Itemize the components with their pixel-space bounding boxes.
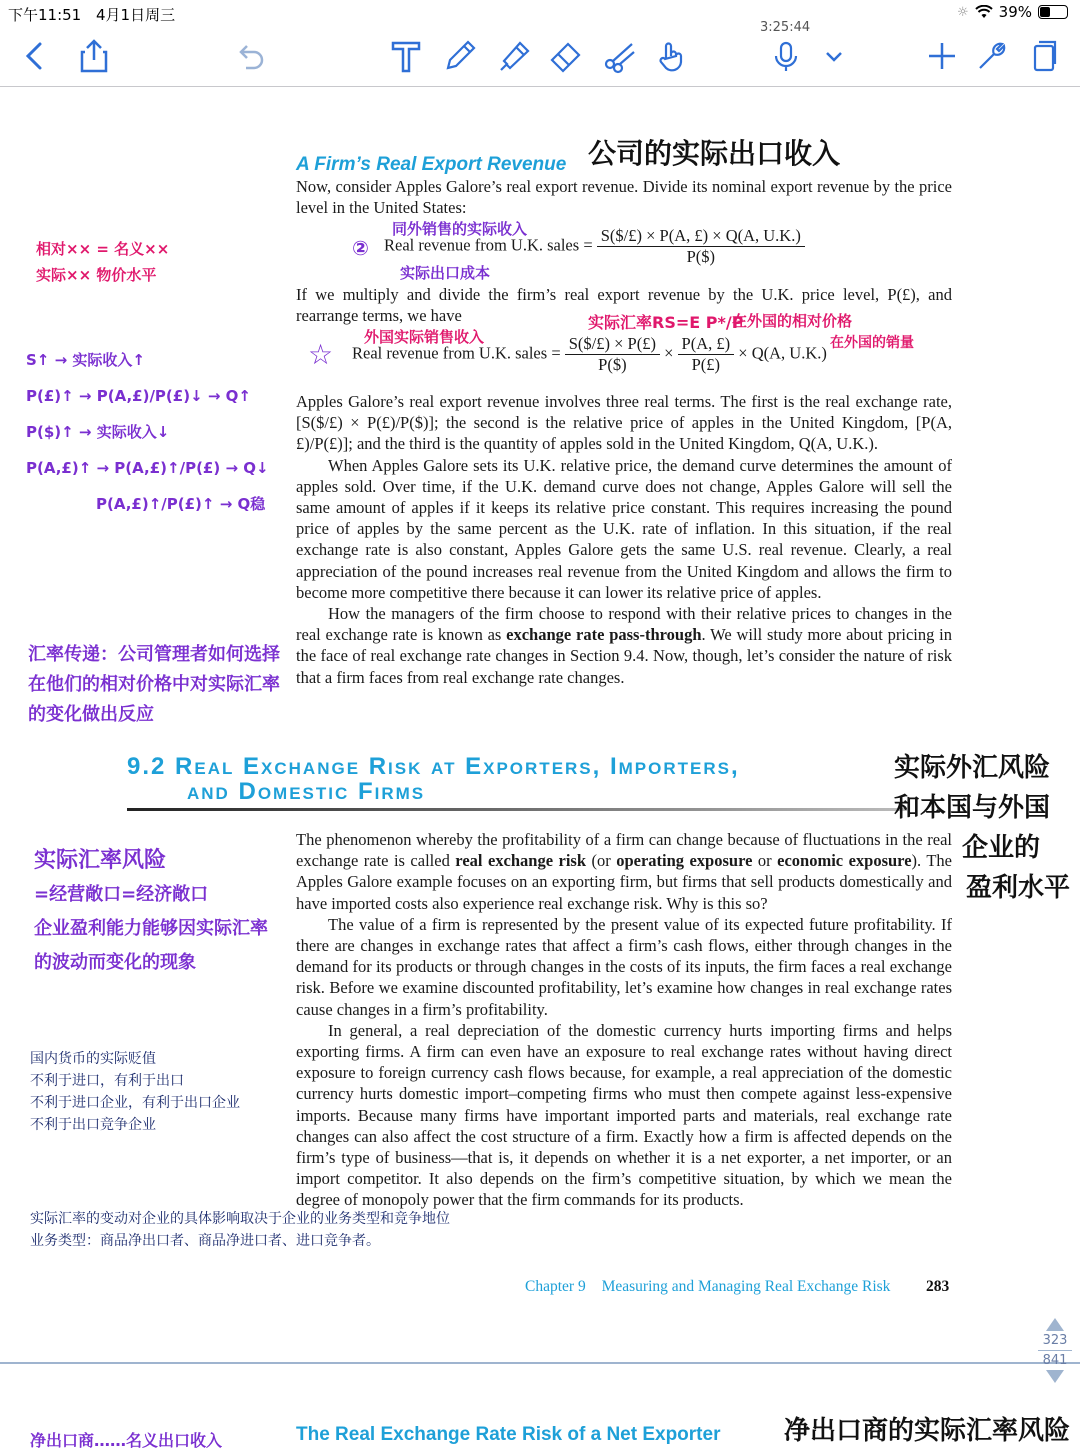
next-page-heading: The Real Exchange Rate Risk of a Net Exporter (296, 1424, 721, 1445)
microphone-icon (768, 38, 804, 74)
status-date: 4月1日周三 (96, 6, 176, 24)
pen-icon (442, 38, 478, 74)
body-paragraphs: Apples Galore’s real export revenue involves three real terms. The first is the real exchange rate, [S($/£) × P(£)/P($)]; the second is the relative price of apples in the United Kingdom, [P(A, £)/P(£)]; and the third is the quantity of apples sold in the United Kingdom, Q(A, U.K.). When Apples Galore sets its U.K. relative price, the demand curve determines the amount of apples sold. Over time, if the U.K. demand curve does not change, Apples Galore will sell the same amount of apples if it keeps its relative price constant. This requires increasing the pound price of apples by the same percent as the U.K. rate of inflation. In this situation, if the real exchange rate is also constant, Apples Galore gets the same U.S. real revenue. Clearly, a real appreciation of the pound increases real revenue from the United Kingdom and allows the firm to become more competitive there because it can lower its relative price of apples. How the managers of the firm choose to respond with their relative prices to changes in the real exchange rate is known as exchange rate pass-through. We will study more about pricing in the face of real exchange rate changes in Section 9.4. Now, though, let’s consider the nature of risk that a firm faces from real exchange rate changes. (296, 392, 952, 687)
page-number: 283 (926, 1278, 950, 1295)
pages-icon (1026, 38, 1062, 74)
document-page[interactable] (0, 88, 1080, 1360)
annotation-local-sales: 同外销售的实际收入 (392, 220, 528, 238)
status-bar (0, 0, 1080, 26)
annotation-right-risk: 实际外汇风险 和本国与外国 企业的 盈利水平 (894, 753, 1071, 903)
battery-icon (1038, 5, 1068, 19)
footer-chapter: Chapter 9 Measuring and Managing Real Exchange Risk (525, 1278, 891, 1295)
plus-icon (924, 38, 960, 74)
eraser-tool-button[interactable] (546, 36, 586, 76)
intro-paragraph: Now, consider Apples Galore’s real export revenue. Divide its nominal export revenue by the price level in the United States: (296, 177, 952, 218)
recording-time: 3:25:44 (760, 20, 811, 35)
pen-tool-button[interactable] (440, 36, 480, 76)
wifi-icon (975, 5, 993, 19)
add-button[interactable] (922, 36, 962, 76)
annotation-left-price-rules: S↑ → 实际收入↑ P(£)↑ → P(A,£)/P(£)↓ → Q↑ P($)↑ → 实际收入↓ P(A,£)↑ → P(A,£)↑/P(£) → Q↓ P(A,£)↑/P(£)↑ → Q稳 (26, 351, 269, 513)
annotation-relative-price: 在外国的相对价格 (732, 312, 853, 330)
pages-button[interactable] (1024, 36, 1064, 76)
share-button[interactable] (74, 36, 114, 76)
total-pages: 841 (1042, 1353, 1068, 1368)
chevron-left-icon (18, 38, 54, 74)
annotation-next-left: 净出口商……名义出口收入 (30, 1431, 223, 1450)
typed-note-depreciation: 国内货币的实际贬值 不利于进口，有利于出口 不利于进口企业，有利于出口企业 不利于出口竞争企业 (30, 1051, 240, 1133)
annotation-rer: 实际汇率RS=E P*/P (588, 313, 744, 332)
next-page[interactable] (0, 1362, 1080, 1450)
chevron-down-icon (816, 38, 852, 74)
middle-paragraph: If we multiply and divide the firm’s real export revenue by the U.K. price level, P(£), and rearrange terms, we have (296, 285, 952, 326)
section-heading: A Firm’s Real Export Revenue (296, 154, 567, 175)
star-icon: ☆ (308, 338, 334, 371)
recording-menu-button[interactable] (814, 36, 854, 76)
undo-icon (232, 38, 268, 74)
eraser-icon (548, 38, 584, 74)
chapter-section-heading: 9.2 Real Exchange Risk at Exporters, Importers, and Domestic Firms (127, 753, 740, 805)
toolbar (0, 20, 1080, 87)
highlighter-icon (496, 38, 532, 74)
highlighter-tool-button[interactable] (494, 36, 534, 76)
typed-note-business-type: 实际汇率的变动对企业的具体影响取决于企业的业务类型和竞争地位 业务类型：商品净出口者、商品净进口者、进口竞争者。 (30, 1211, 450, 1249)
lasso-tool-button[interactable] (600, 36, 640, 76)
annotation-export-cost: 实际出口成本 (400, 264, 491, 282)
undo-button[interactable] (230, 36, 270, 76)
scroll-down-icon[interactable] (1046, 1370, 1064, 1383)
annotation-title: 公司的实际出口收入 (588, 137, 841, 170)
page-scroller[interactable] (1038, 1318, 1072, 1383)
annotation-left-risk: 实际汇率风险 =经营敞口=经济敞口 企业盈利能力能够因实际汇率 的波动而变化的现象 (34, 848, 268, 973)
annotation-left-equation: 相对×× = 名义×× 实际×× 物价水平 (36, 240, 170, 284)
brightness-icon: ☼ (957, 4, 969, 20)
scissors-icon (602, 38, 638, 74)
status-time: 下午11:51 (8, 6, 82, 24)
annotation-pass-through: 汇率传递：公司管理者如何选择 在他们的相对价格中对实际汇率 的变化做出反应 (28, 644, 280, 725)
heading-rule (127, 808, 907, 811)
record-button[interactable] (766, 36, 806, 76)
equation-2: Real revenue from U.K. sales = $\frac{S(\$/£) \times P(£)}{P(\$)}$ × $\frac{P(A, £)}{P(£)}$ × Q(A, U.K.) (352, 334, 827, 374)
text-tool-button[interactable] (386, 36, 426, 76)
back-button[interactable] (16, 36, 56, 76)
equation-1: Real revenue from U.K. sales = $\frac{S(\$/£) \times P(A, £) \times Q(A, U.K.)}{P(\$)}$ (384, 226, 805, 267)
current-page: 323 (1042, 1333, 1068, 1348)
settings-button[interactable] (972, 36, 1012, 76)
annotation-foreign-sales: 外国实际销售收入 (364, 328, 485, 346)
hand-pointer-icon (654, 38, 690, 74)
scroll-up-icon[interactable] (1046, 1318, 1064, 1331)
circle-2-icon: ② (352, 236, 369, 260)
share-icon (76, 38, 112, 74)
battery-percent: 39% (998, 3, 1032, 21)
text-tool-icon (388, 38, 424, 74)
annotation-next-right: 净出口商的实际汇率风险 (784, 1416, 1071, 1446)
hand-tool-button[interactable] (652, 36, 692, 76)
section-body: The phenomenon whereby the profitability of a firm can change because of fluctuations in the real exchange rate is called real exchange risk (or operating exposure or economic exposure). The Apples Galore example focuses on an exporting firm, but firms that sell products domestically and have imported costs also experience real exchange risk. Why is this so? The value of a firm is represented by the present value of its expected future profitability. If there are changes in exchange rates that affect a firm’s cash flows, either through changes in the demand for its products or through changes in the costs of its inputs, the firm faces a real exchange risk. Before we examine discounted profitability, let’s examine how changes in real exchange rates cause changes in a firm’s profitability. In general, a real depreciation of the domestic currency hurts importing firms and helps exporting firms. A firm can even have an exposure to real exchange rates without having direct exposure to foreign currency cash flows because, for example, a real appreciation of the domestic currency hurts domestic import–competing firms who must then compete against less-expensive imports. Because many firms have important imported parts and materials, real exchange rate changes can also affect the cost structure of a firm. Exactly how a firm is affected depends on the firm’s type of business—that is, it depends on whether it is a net exporter, a net importer, or an import competitor. It also depends on the firm’s competitive situation, by which we mean the degree of monopoly power that the firm commands for its products. (296, 830, 952, 1210)
wrench-icon (974, 38, 1010, 74)
annotation-foreign-qty: 在外国的销量 (830, 335, 914, 351)
